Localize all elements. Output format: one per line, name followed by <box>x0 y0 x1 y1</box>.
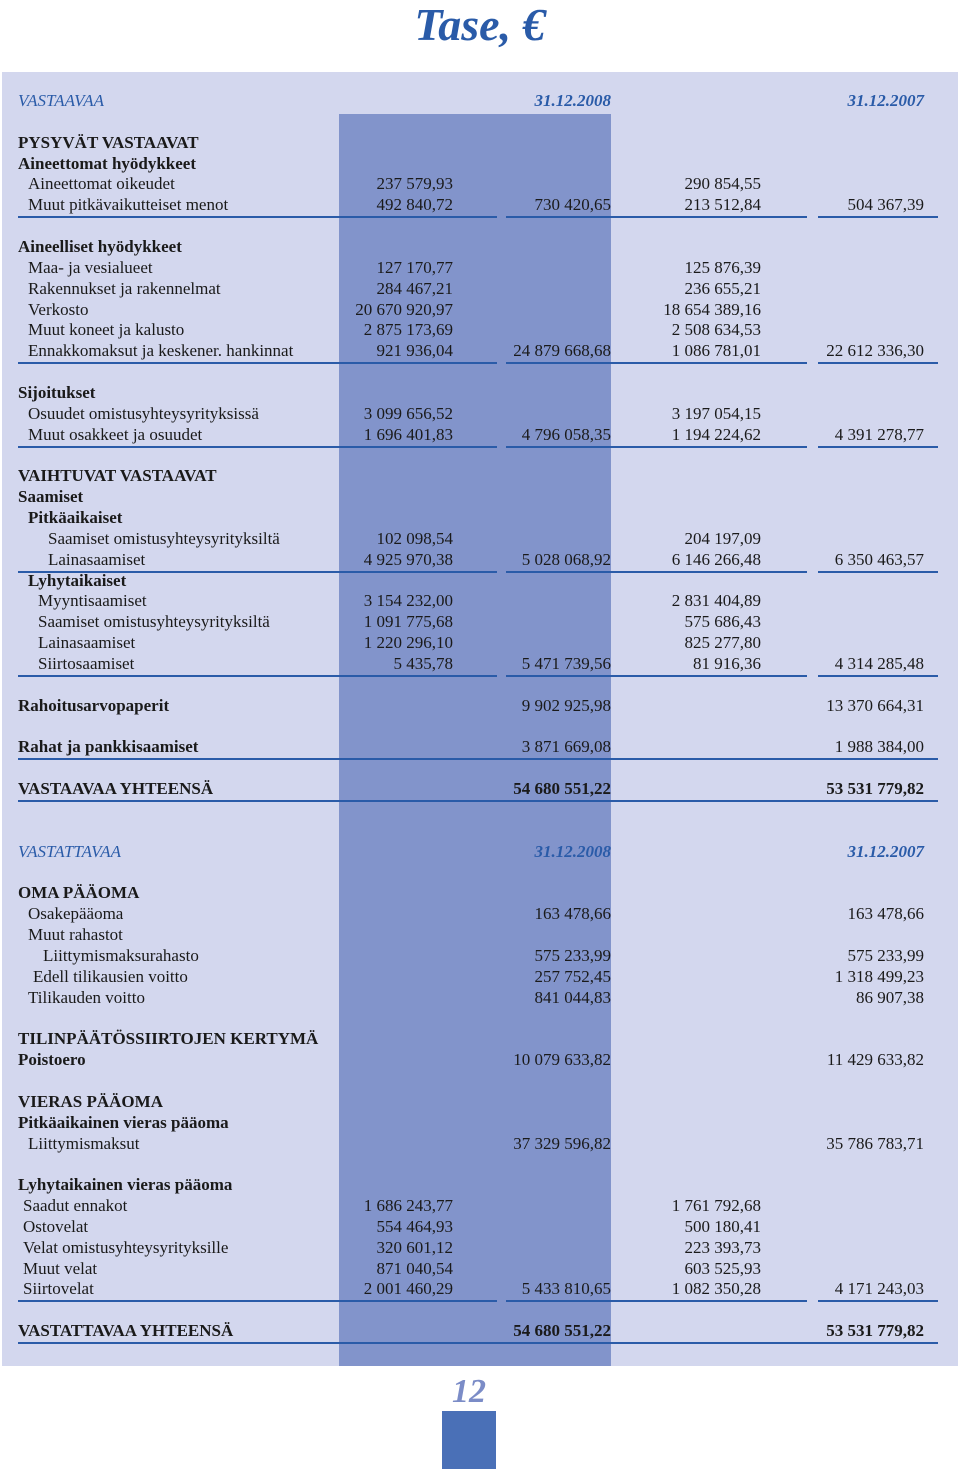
row-value: 1 091 775,68 <box>363 612 453 632</box>
row-label: Pitkäaikainen vieras pääoma <box>18 1112 229 1132</box>
row-label: Saadut ennakot <box>23 1196 128 1215</box>
row-label: Ennakkomaksut ja keskener. hankinnat <box>28 341 294 361</box>
table-row <box>0 90 960 111</box>
row-value: 3 154 232,00 <box>363 591 453 611</box>
row-value: 1 220 296,10 <box>363 633 453 653</box>
table-row <box>0 882 960 903</box>
underline-rule <box>18 758 938 760</box>
row-label: VASTAAVAA <box>18 91 105 110</box>
row-value: 4 925 970,38 <box>363 549 453 569</box>
table-row <box>0 1320 960 1341</box>
underline-rule <box>818 675 938 677</box>
underline-rule <box>18 362 497 364</box>
row-value: 6 350 463,57 <box>834 549 924 569</box>
row-label: Osuudet omistusyhteysyrityksissä <box>28 403 259 423</box>
row-value: 127 170,77 <box>376 257 453 277</box>
underline-rule <box>506 1300 612 1302</box>
row-value: 204 197,09 <box>684 528 761 548</box>
table-row <box>0 528 960 549</box>
row-value: 4 796 058,35 <box>521 424 611 444</box>
row-label: Rahoitusarvopaperit <box>18 695 170 715</box>
table-row <box>0 319 960 340</box>
row-value: 284 467,21 <box>376 278 453 298</box>
row-label: Aineelliset hyödykkeet <box>18 236 182 256</box>
row-value: 5 435,78 <box>393 654 453 673</box>
table-row <box>0 486 960 507</box>
underline-rule <box>611 362 807 364</box>
row-value: 841 044,83 <box>534 987 611 1007</box>
row-value: 1 696 401,83 <box>363 424 453 444</box>
row-value: 257 752,45 <box>534 966 611 986</box>
row-value: 24 879 668,68 <box>513 341 611 361</box>
row-value: 575 686,43 <box>684 612 761 632</box>
row-label: Edell tilikausien voitto <box>33 966 188 986</box>
page-number: 12 <box>452 1373 486 1410</box>
row-value: 9 902 925,98 <box>521 695 611 715</box>
row-value: 921 936,04 <box>376 341 453 361</box>
table-row <box>0 507 960 528</box>
table-row <box>0 695 960 716</box>
row-label: Muut velat <box>23 1258 98 1278</box>
table-row <box>0 194 960 215</box>
row-value: 13 370 664,31 <box>826 695 924 715</box>
row-label: Velat omistusyhteysyrityksille <box>23 1237 229 1257</box>
row-label: Siirtosaamiset <box>38 654 135 673</box>
table-row <box>0 632 960 653</box>
row-value: 54 680 551,22 <box>513 1321 611 1341</box>
row-value: 35 786 783,71 <box>826 1133 924 1153</box>
row-label: Liittymismaksurahasto <box>43 945 199 965</box>
row-value: 37 329 596,82 <box>513 1133 611 1153</box>
row-value: 492 840,72 <box>376 195 453 215</box>
row-label: Saamiset omistusyhteysyrityksiltä <box>48 528 280 548</box>
table-row <box>0 465 960 486</box>
row-label: VASTATTAVAA YHTEENSÄ <box>18 1321 234 1341</box>
row-label: Muut koneet ja kalusto <box>28 320 185 340</box>
row-value: 5 028 068,92 <box>521 549 611 569</box>
table-row <box>0 1091 960 1112</box>
row-value: 31.12.2007 <box>847 91 924 110</box>
row-label: VASTAAVAA YHTEENSÄ <box>18 779 214 799</box>
row-label: VAIHTUVAT VASTAAVAT <box>18 466 217 486</box>
row-value: 730 420,65 <box>534 195 611 215</box>
row-value: 3 099 656,52 <box>363 403 453 423</box>
row-label: Muut pitkävaikutteiset menot <box>28 195 229 215</box>
underline-rule <box>506 446 612 448</box>
row-label: Tilikauden voitto <box>28 987 145 1007</box>
row-value: 1 686 243,77 <box>363 1196 453 1215</box>
table-row <box>0 173 960 194</box>
row-value: 603 525,93 <box>684 1258 761 1278</box>
footer-bar <box>442 1411 496 1469</box>
row-value: 102 098,54 <box>376 528 453 548</box>
row-value: 31.12.2007 <box>847 841 924 861</box>
row-value: 53 531 779,82 <box>826 779 924 799</box>
table-row <box>0 841 960 862</box>
row-value: 2 875 173,69 <box>363 320 453 340</box>
row-value: 1 194 224,62 <box>671 424 761 444</box>
row-value: 1 318 499,23 <box>834 966 924 986</box>
table-row <box>0 1049 960 1070</box>
row-label: Myyntisaamiset <box>38 591 147 611</box>
table-row <box>0 340 960 361</box>
row-value: 3 197 054,15 <box>671 403 761 423</box>
underline-rule <box>611 675 807 677</box>
row-label: Rahat ja pankkisaamiset <box>18 737 199 757</box>
table-row <box>0 945 960 966</box>
table-row <box>0 1195 960 1216</box>
table-row <box>0 132 960 153</box>
row-value: 2 831 404,89 <box>671 591 761 611</box>
underline-rule <box>18 216 497 218</box>
row-value: 18 654 389,16 <box>663 299 761 319</box>
row-value: 163 478,66 <box>847 904 924 924</box>
row-value: 237 579,93 <box>376 174 453 194</box>
row-label: Muut rahastot <box>28 925 123 944</box>
table-row <box>0 257 960 278</box>
underline-rule <box>818 362 938 364</box>
row-label: Siirtovelat <box>23 1279 94 1299</box>
row-label: Maa- ja vesialueet <box>28 257 153 277</box>
row-label: Lainasaamiset <box>48 549 146 569</box>
row-value: 871 040,54 <box>376 1258 453 1278</box>
row-label: Poistoero <box>18 1050 86 1070</box>
row-label: Liittymismaksut <box>28 1133 140 1153</box>
row-value: 213 512,84 <box>684 195 761 215</box>
row-value: 290 854,55 <box>684 174 761 194</box>
underline-rule <box>18 800 938 802</box>
table-row <box>0 549 960 570</box>
row-value: 1 761 792,68 <box>671 1196 761 1215</box>
underline-rule <box>818 446 938 448</box>
row-value: 4 391 278,77 <box>834 424 924 444</box>
row-value: 163 478,66 <box>534 904 611 924</box>
row-label: PYSYVÄT VASTAAVAT <box>18 132 199 152</box>
row-label: Lyhytaikaiset <box>28 570 127 590</box>
underline-rule <box>506 675 612 677</box>
row-value: 81 916,36 <box>693 654 761 673</box>
table-row <box>0 611 960 632</box>
row-label: Saamiset omistusyhteysyrityksiltä <box>38 612 270 632</box>
row-value: 22 612 336,30 <box>826 341 924 361</box>
row-label: Sijoitukset <box>18 382 96 402</box>
row-value: 504 367,39 <box>847 195 924 215</box>
row-label: Osakepääoma <box>28 904 124 924</box>
table-row <box>0 653 960 674</box>
table-row <box>0 570 960 591</box>
row-value: 54 680 551,22 <box>513 779 611 799</box>
underline-rule <box>818 216 938 218</box>
row-value: 31.12.2008 <box>534 91 611 110</box>
row-value: 320 601,12 <box>376 1237 453 1257</box>
table-row <box>0 1216 960 1237</box>
underline-rule <box>818 1300 938 1302</box>
row-value: 86 907,38 <box>856 987 924 1007</box>
row-value: 5 471 739,56 <box>521 654 611 673</box>
underline-rule <box>18 1300 497 1302</box>
row-value: 31.12.2008 <box>534 841 611 861</box>
underline-rule <box>611 216 807 218</box>
row-label: TILINPÄÄTÖSSIIRTOJEN KERTYMÄ <box>18 1029 319 1049</box>
row-label: VIERAS PÄÄOMA <box>18 1091 163 1111</box>
table-row <box>0 299 960 320</box>
row-value: 4 171 243,03 <box>834 1279 924 1299</box>
page-title: Tase, € <box>414 0 546 50</box>
table-row <box>0 1278 960 1299</box>
row-label: Rakennukset ja rakennelmat <box>28 278 221 298</box>
row-value: 1 086 781,01 <box>671 341 761 361</box>
row-label: Lainasaamiset <box>38 633 136 653</box>
row-value: 6 146 266,48 <box>671 549 761 569</box>
underline-rule <box>611 1300 807 1302</box>
row-label: OMA PÄÄOMA <box>18 883 140 903</box>
table-row <box>0 153 960 174</box>
table-row <box>0 987 960 1008</box>
row-value: 825 277,80 <box>684 633 761 653</box>
table-row <box>0 1237 960 1258</box>
row-value: 4 314 285,48 <box>834 654 924 673</box>
table-row <box>0 778 960 799</box>
underline-rule <box>18 1342 938 1344</box>
table-row <box>0 903 960 924</box>
table-row <box>0 736 960 757</box>
row-label: Ostovelat <box>23 1216 89 1236</box>
row-value: 125 876,39 <box>684 257 761 277</box>
row-value: 11 429 633,82 <box>826 1050 924 1070</box>
table-row <box>0 403 960 424</box>
row-value: 2 508 634,53 <box>671 320 761 340</box>
table-row <box>0 924 960 945</box>
underline-rule <box>506 216 612 218</box>
table-row <box>0 1258 960 1279</box>
row-label: Pitkäaikaiset <box>28 508 123 527</box>
row-value: 223 393,73 <box>684 1237 761 1257</box>
row-label: Saamiset <box>18 487 84 507</box>
table-row <box>0 278 960 299</box>
underline-rule <box>611 446 807 448</box>
row-label: Aineettomat hyödykkeet <box>18 153 197 173</box>
table-row <box>0 424 960 445</box>
row-label: VASTATTAVAA <box>18 841 122 861</box>
row-value: 20 670 920,97 <box>355 299 453 319</box>
row-value: 1 082 350,28 <box>671 1279 761 1299</box>
table-row <box>0 590 960 611</box>
table-row <box>0 1133 960 1154</box>
row-label: Lyhytaikainen vieras pääoma <box>18 1175 233 1195</box>
row-value: 554 464,93 <box>376 1216 453 1236</box>
row-label: Muut osakkeet ja osuudet <box>28 424 203 444</box>
table-row <box>0 1112 960 1133</box>
table-row <box>0 382 960 403</box>
table-row <box>0 966 960 987</box>
row-value: 5 433 810,65 <box>521 1279 611 1299</box>
underline-rule <box>506 362 612 364</box>
row-value: 2 001 460,29 <box>363 1279 453 1299</box>
row-value: 575 233,99 <box>847 945 924 965</box>
table-row <box>0 236 960 257</box>
row-value: 10 079 633,82 <box>513 1050 611 1070</box>
row-value: 53 531 779,82 <box>826 1321 924 1341</box>
row-label: Verkosto <box>28 299 89 319</box>
underline-rule <box>18 446 497 448</box>
table-row <box>0 1028 960 1049</box>
row-value: 1 988 384,00 <box>834 737 924 757</box>
row-value: 575 233,99 <box>534 945 611 965</box>
row-value: 236 655,21 <box>684 278 761 298</box>
underline-rule <box>18 675 497 677</box>
row-label: Aineettomat oikeudet <box>28 174 175 194</box>
table-row <box>0 1174 960 1195</box>
row-value: 500 180,41 <box>684 1216 761 1236</box>
row-value: 3 871 669,08 <box>521 737 611 757</box>
